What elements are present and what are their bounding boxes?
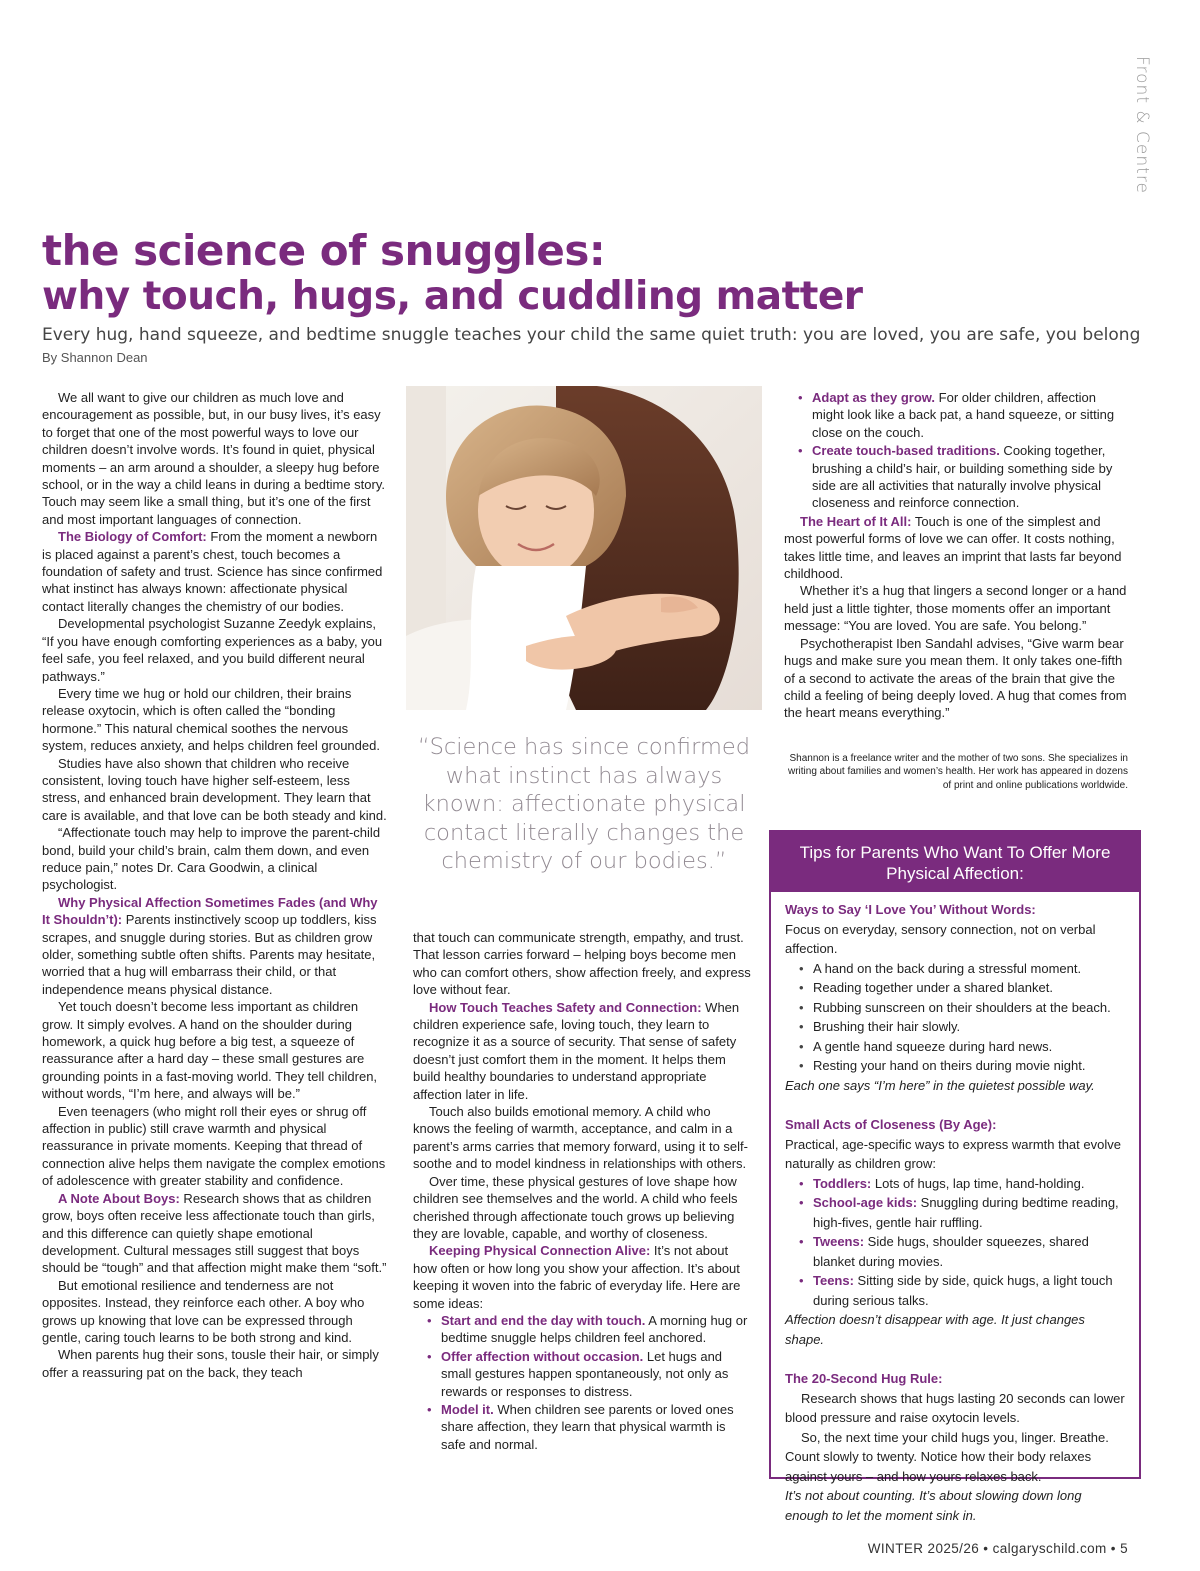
article-column-3 [784, 389, 1130, 722]
subhead: How Touch Teaches Safety and Connection: [429, 999, 702, 1015]
tips-paragraph: Research shows that hugs lasting 20 seconds can lower blood pressure and raise oxytocin levels. [785, 1390, 1125, 1425]
headline: the science of snuggles: [42, 226, 606, 275]
paragraph: Why Physical Affection Sometimes Fades (and Why It Shouldn’t): Parents instinctively scoop up toddlers, kiss scrapes, and snuggle during stories. But as children grow older, something subtle often shifts. Parents may hesitate, worried that a hug will embarrass their child, or that independence means physical distance. [42, 894, 378, 997]
list-item: • Brushing their hair slowly. [785, 1017, 1125, 1037]
tips-age-list [785, 1174, 1125, 1311]
page-footer: WINTER 2025/26 • calgaryschild.com • 5 [867, 1541, 1128, 1556]
paragraph: When parents hug their sons, tousle their hair, or simply offer a reassuring pat on the back, they teach [42, 1347, 379, 1380]
ideas-list [417, 1312, 751, 1453]
subheadline: why touch, hugs, and cuddling matter [42, 274, 863, 319]
subhead: A Note About Boys: [58, 1190, 180, 1206]
article-column-1 [42, 389, 388, 1381]
paragraph: The Heart of It All: Touch is one of the simplest and most powerful forms of love we can offer. It costs nothing, takes little time, and leaves an imprint that lasts far beyond childhood. [784, 513, 1122, 582]
tips-paragraph: So, the next time your child hugs you, linger. Breathe. Count slowly to twenty. Notice how their body relaxes against yours – and how yours relaxes back. [785, 1429, 1109, 1484]
subhead: The Biology of Comfort: [58, 529, 207, 545]
list-item: • A gentle hand squeeze during hard news. [785, 1037, 1125, 1057]
tips-subhead: The 20-Second Hug Rule: [785, 1371, 943, 1386]
tips-subhead: Small Acts of Closeness (By Age): [785, 1117, 997, 1132]
list-item: • Adapt as they grow. For older children, affection might look like a back pat, a hand squeeze, or sitting close on the couch. [788, 389, 1130, 441]
paragraph: We all want to give our children as much love and encouragement as possible, but, in our busy lives, it’s easy to forget that one of the most powerful ways to love our children doesn’t involve words. It’s found in quiet, physical moments – an arm around a shoulder, a sleepy hug before school, or in the way a child leans in during a bedtime story. Touch may seem like a small thing, but it’s one of the first and most important languages of connection. [42, 390, 385, 527]
paragraph: Touch also builds emotional memory. A child who knows the feeling of warmth, acceptance, and calm in a parent’s arms carries that memory forward, using it to self-soothe and to model kindness in relationships with others. [413, 1104, 748, 1172]
list-item: • Reading together under a shared blanket. [785, 978, 1125, 998]
list-item: • Rubbing sunscreen on their shoulders at the beach. [785, 998, 1125, 1018]
tips-note: Each one says “I’m here” in the quietest possible way. [785, 1077, 1095, 1093]
paragraph: Yet touch doesn’t become less important as children grow. It simply evolves. A hand on the shoulder during homework, a quick hug before a big test, a squeeze of reassurance after a hard day – these small gestures are grounding points in a fast-moving world. They tell children, without words, “I’m here, and always will be.” [42, 999, 378, 1102]
paragraph: But emotional resilience and tenderness are not opposites. Instead, they reinforce each other. A boy who grows up knowing that love can be expressed through gentle, caring touch learns to be both strong and kind. [42, 1277, 365, 1345]
tips-intro: Practical, age-specific ways to express warmth that evolve naturally as children grow: [785, 1136, 1121, 1171]
deck-text: Every hug, hand squeeze, and bedtime snuggle teaches your child the same quiet truth: you are loved, you are safe, you belong [42, 325, 1141, 345]
tips-intro: Focus on everyday, sensory connection, not on verbal affection. [785, 921, 1096, 956]
paragraph: Whether it’s a hug that lingers a second longer or a hand held just a little tighter, those moments offer an important message: “You are loved. You are safe. You belong.” [784, 583, 1127, 634]
list-item: • Offer affection without occasion. Let hugs and small gestures happen spontaneously, not only as rewards or responses to distress. [417, 1348, 751, 1400]
paragraph: Studies have also shown that children who receive consistent, loving touch have higher self-esteem, less stress, and enhanced brain development. They learn that care is available, and that love can be both steady and kind. [42, 755, 387, 823]
tips-note: Affection doesn’t disappear with age. It just changes shape. [785, 1312, 1085, 1347]
tips-list [785, 959, 1125, 1076]
list-item: • Start and end the day with touch. A morning hug or bedtime snuggle helps children feel anchored. [417, 1312, 751, 1347]
tips-subhead: Ways to Say ‘I Love You’ Without Words: [785, 902, 1036, 917]
list-item: • School-age kids: Snuggling during bedtime reading, high-fives, gentle hair ruffling. [785, 1193, 1125, 1232]
tips-note: It’s not about counting. It’s about slowing down long enough to let the moment sink in. [785, 1488, 1082, 1523]
list-item: • Teens: Sitting side by side, quick hugs, a light touch during serious talks. [785, 1271, 1125, 1310]
paragraph: Every time we hug or hold our children, their brains release oxytocin, which is often called the “bonding hormone.” This natural chemical soothes the nervous system, reduces anxiety, and helps children feel grounded. [42, 685, 380, 754]
section-label: Front & Centre [1132, 56, 1152, 194]
list-item: • Toddlers: Lots of hugs, lap time, hand-holding. [785, 1174, 1125, 1194]
article-column-2 [413, 929, 751, 1454]
list-item: • Tweens: Side hugs, shoulder squeezes, shared blanket during movies. [785, 1232, 1125, 1271]
paragraph: Keeping Physical Connection Alive: It’s not about how often or how long you show your affection. It’s about keeping it woven into the fabric of everyday life. Here are some ideas: [413, 1243, 741, 1311]
paragraph: that touch can communicate strength, empathy, and trust. That lesson carries forward – helping boys become men who can comfort others, show affection freely, and express love without fear. [413, 930, 751, 998]
tips-heading: Tips for Parents Who Want To Offer More Physical Affection: [771, 832, 1139, 892]
paragraph: Developmental psychologist Suzanne Zeedyk explains, “If you have enough comforting experiences as a baby, you feel safe, you feel relaxed, and you build different neural pathways.” [42, 616, 383, 684]
pull-quote: “Science has since confirmed what instinct has always known: affectionate physical contact literally changes the chemistry of our bodies.” [417, 734, 751, 875]
hug-photo [406, 386, 762, 710]
paragraph: How Touch Teaches Safety and Connection: When children experience safe, loving touch, they learn to recognize it as a source of security. That sense of safety doesn’t just comfort them in the moment. It helps them build healthy boundaries to understand appropriate affection later in life. [413, 999, 740, 1102]
paragraph: Psychotherapist Iben Sandahl advises, “Give warm bear hugs and make sure you mean them. It only takes one-fifth of a second to activate the areas of the brain that give the child a feeling of being deeply loved. A hug that comes from the heart means everything.” [784, 635, 1127, 721]
ideas-list-continued [788, 389, 1130, 512]
paragraph: Even teenagers (who might roll their eyes or shrug off affection in public) still crave warmth and physical reassurance in private moments. Keeping that thread of connection alive helps them navigate the complex emotions of adolescence with greater stability and confidence. [42, 1103, 386, 1189]
list-item: • Model it. When children see parents or loved ones share affection, they learn that physical warmth is safe and normal. [417, 1401, 751, 1453]
paragraph: The Biology of Comfort: From the moment a newborn is placed against a parent’s chest, touch becomes a foundation of safety and trust. Science has since confirmed what instinct has always known: affectionate physical contact literally changes the chemistry of our bodies. [42, 529, 383, 614]
paragraph: Over time, these physical gestures of love shape how children see themselves and the world. A child who feels cherished through affectionate touch grows up believing they are lovable, capable, and worthy of closeness. [413, 1173, 738, 1241]
list-item: • Resting your hand on theirs during movie night. [785, 1056, 1125, 1076]
subhead: Why Physical Affection Sometimes Fades (and Why It Shouldn’t): [42, 894, 378, 928]
tips-sidebar [769, 830, 1141, 1523]
subhead: The Heart of It All: [800, 513, 912, 529]
tips-body [771, 892, 1139, 1525]
subhead: Keeping Physical Connection Alive: [429, 1243, 651, 1259]
list-item: • A hand on the back during a stressful moment. [785, 959, 1125, 979]
byline: By Shannon Dean [42, 350, 148, 365]
paragraph: “Affectionate touch may help to improve the parent-child bond, build your child’s brain, calm them down, and even reduce pain,” notes Dr. Cara Goodwin, a clinical psychologist. [42, 825, 381, 893]
hug-photo-illustration [406, 386, 762, 710]
author-bio: Shannon is a freelance writer and the mother of two sons. She specializes in writing about families and women’s health. Her work has appeared in dozens of print and online publications worldwide. [787, 753, 1128, 791]
paragraph: A Note About Boys: Research shows that as children grow, boys often receive less affectionate touch than girls, and this difference can quietly shape emotional development. Cultural messages still suggest that boys should be “tough” and that affection might make them “soft.” [42, 1190, 387, 1276]
list-item: • Create touch-based traditions. Cooking together, brushing a child’s hair, or building something side by side are all activities that naturally involve physical closeness and reinforce connection. [788, 442, 1130, 512]
